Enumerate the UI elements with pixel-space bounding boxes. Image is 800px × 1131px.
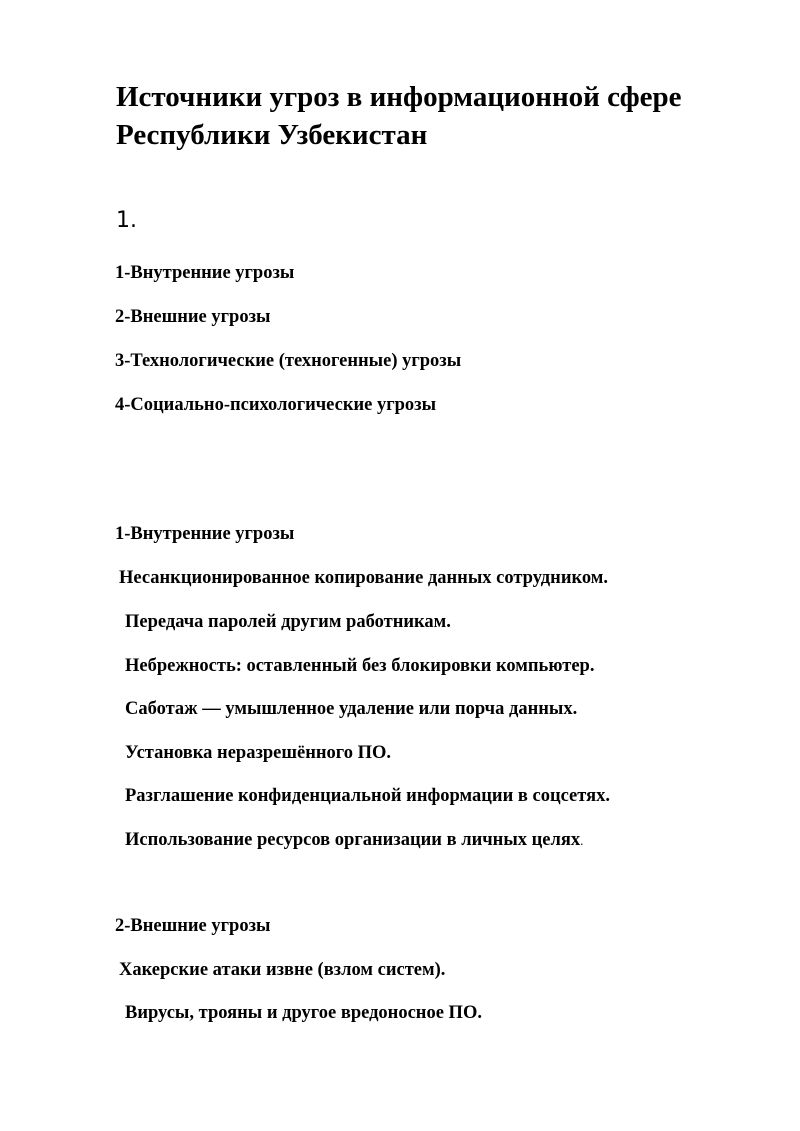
summary-item: 1-Внутренние угрозы — [115, 263, 295, 283]
internal-threat-item: Установка неразрешённого ПО. — [125, 743, 392, 763]
internal-threat-item: Передача паролей другим работникам. — [125, 612, 451, 632]
internal-threat-item: Небрежность: оставленный без блокировки компьютер. — [125, 656, 595, 676]
internal-threat-text: Использование ресурсов организации в личных целях — [125, 830, 581, 850]
external-threats-heading: 2-Внешние угрозы — [115, 916, 271, 936]
trailing-period: . — [580, 833, 584, 848]
section-number: 1. — [116, 208, 137, 233]
internal-threats-heading: 1-Внутренние угрозы — [115, 524, 295, 544]
external-threat-item: Вирусы, трояны и другое вредоносное ПО. — [125, 1003, 482, 1023]
external-threat-item: Хакерские атаки извне (взлом систем). — [119, 960, 446, 980]
document-title: Источники угроз в информационной сфере Республики Узбекистан — [116, 81, 682, 151]
summary-item: 2-Внешние угрозы — [115, 307, 271, 327]
internal-threat-item — [125, 828, 583, 853]
internal-threat-item: Разглашение конфиденциальной информации в соцсетях. — [125, 786, 610, 806]
summary-item: 3-Технологические (техногенные) угрозы — [115, 351, 462, 371]
internal-threat-item: Несанкционированное копирование данных сотрудником. — [119, 568, 609, 588]
internal-threat-item: Саботаж — умышленное удаление или порча данных. — [125, 699, 578, 719]
summary-item: 4-Социально-психологические угрозы — [115, 395, 437, 415]
